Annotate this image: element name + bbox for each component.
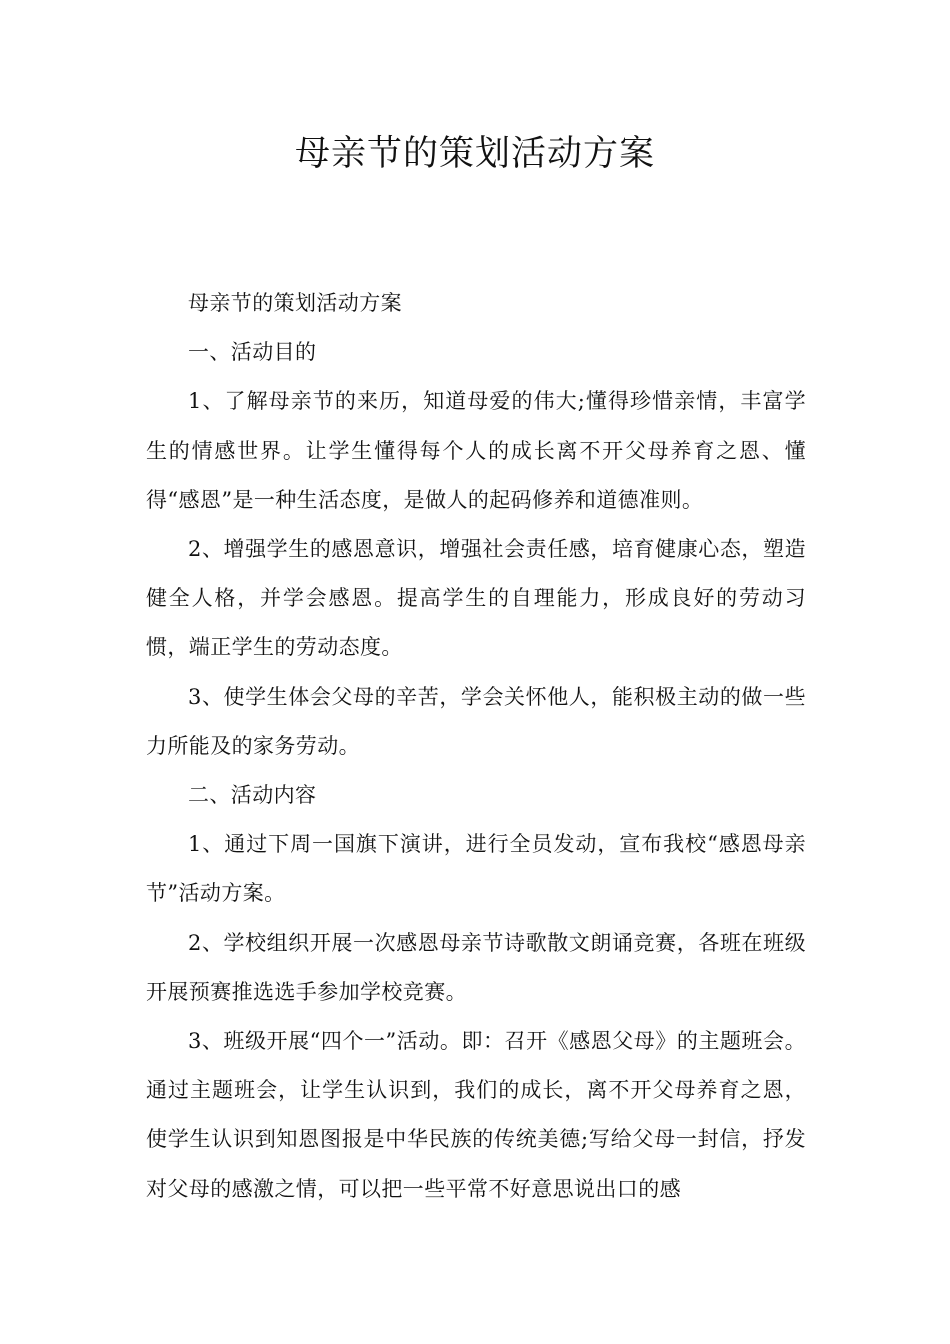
paragraph-heading-repeat: 母亲节的策划活动方案: [188, 291, 402, 315]
paragraph-content-2: 2、学校组织开展一次感恩母亲节诗歌散文朗诵竞赛，各班在班级开展预赛推选选手参加学校竞赛。: [146, 930, 806, 1004]
document-title: 母亲节的策划活动方案: [294, 134, 655, 174]
paragraph-content-3: 3、班级开展“四个一”活动。即：召开《感恩父母》的主题班会。通过主题班会，让学生认识到，我们的成长，离不开父母养育之恩，使学生认识到知恩图报是中华民族的传统美德;写给父母一封信，抒发对父母的感激之情，可以把一些平常不好意思说出口的感: [146, 1029, 806, 1201]
document-body: [146, 279, 806, 1214]
paragraph-content-1: 1、通过下周一国旗下演讲，进行全员发动，宣布我校“感恩母亲节”活动方案。: [146, 832, 806, 906]
section-heading-content: 二、活动内容: [188, 783, 317, 808]
paragraph-purpose-1: 1、了解母亲节的来历，知道母爱的伟大;懂得珍惜亲情，丰富学生的情感世界。让学生懂得每个人的成长离不开父母养育之恩、懂得“感恩”是一种生活态度，是做人的起码修养和道德准则。: [146, 389, 806, 512]
paragraph-purpose-3: 3、使学生体会父母的辛苦，学会关怀他人，能积极主动的做一些力所能及的家务劳动。: [146, 684, 806, 758]
paragraph-purpose-2: 2、增强学生的感恩意识，增强社会责任感，培育健康心态，塑造健全人格，并学会感恩。提高学生的自理能力，形成良好的劳动习惯，端正学生的劳动态度。: [146, 537, 806, 660]
section-heading-purpose: 一、活动目的: [188, 340, 317, 365]
